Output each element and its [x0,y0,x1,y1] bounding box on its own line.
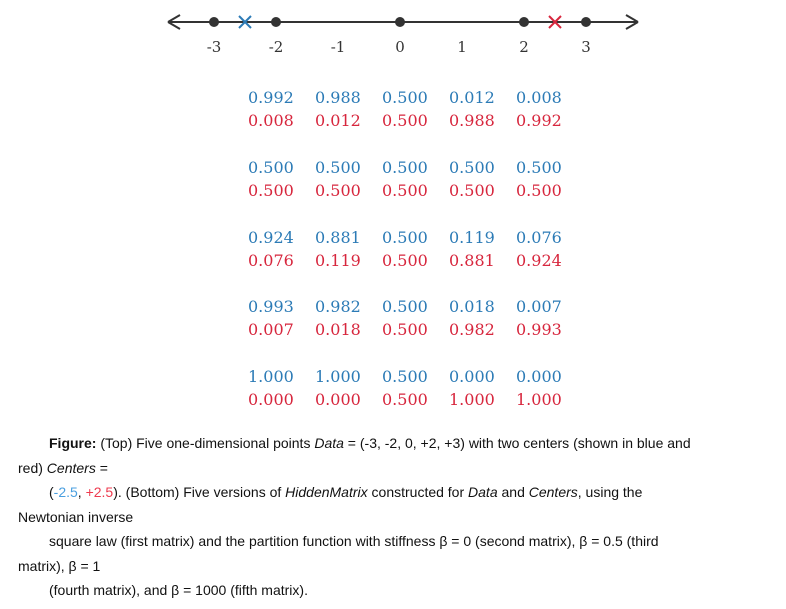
matrix-cell: 0.993 [248,297,294,316]
matrix-cell: 0.012 [315,111,361,130]
centers-term: Centers [528,484,578,500]
matrix-row-red [248,388,583,411]
matrix-row-blue [248,156,583,179]
matrix-cell: 0.000 [315,390,361,409]
matrix-cell: 0.000 [248,390,294,409]
matrix-cell: 0.000 [449,367,495,386]
data-point [271,17,281,27]
hidden-matrix [248,226,583,272]
matrix-cell: 0.500 [382,111,428,130]
matrix-cell: 0.924 [248,228,294,247]
matrix-cell: 0.500 [516,181,562,200]
matrix-cell: 0.119 [449,228,495,247]
matrix-cell: 0.018 [449,297,495,316]
matrix-cell: 0.500 [382,228,428,247]
matrix-cell: 0.000 [516,367,562,386]
matrix-cell: 1.000 [516,390,562,409]
number-line [0,0,786,60]
matrix-cell: 0.500 [315,158,361,177]
matrix-cell: 1.000 [449,390,495,409]
matrix-row-red [248,179,583,202]
matrix-cell: 0.012 [449,88,495,107]
matrix-cell: 0.500 [382,320,428,339]
matrix-cell: 0.924 [516,251,562,270]
tick-label: 3 [581,38,591,56]
figure-caption [18,431,778,603]
matrix-cell: 0.500 [248,158,294,177]
matrix-cell: 0.992 [248,88,294,107]
center-red-value: +2.5 [85,484,114,500]
tick-label: -2 [268,38,284,56]
caption-line-3: (-2.5, +2.5). (Bottom) Five versions of HiddenMatrix constructed for Data and Centers, using the [49,484,643,500]
matrix-cell: 0.500 [382,251,428,270]
tick-label: -3 [206,38,222,56]
matrix-cell: 0.500 [449,158,495,177]
matrix-cell: 0.982 [315,297,361,316]
matrix-cell: 0.992 [516,111,562,130]
matrix-cell: 1.000 [315,367,361,386]
caption-line-2: red) Centers = [18,459,108,476]
hidden-matrix [248,365,583,411]
matrix-cell: 0.500 [382,181,428,200]
hidden-matrix [248,86,583,132]
data-point [519,17,529,27]
matrix-row-blue [248,86,583,109]
caption-line-5: square law (first matrix) and the partition function with stiffness β = 0 (second matrix), β = 0.5 (third [49,533,659,549]
matrix-cell: 0.500 [382,390,428,409]
matrix-row-red [248,249,583,272]
tick-label: 1 [457,38,467,56]
caption-label: Figure: [49,435,97,451]
tick-label: 0 [395,38,405,56]
tick-label: 2 [519,38,529,56]
matrix-cell: 0.500 [382,367,428,386]
matrix-cell: 0.008 [248,111,294,130]
matrix-cell: 0.500 [449,181,495,200]
caption-line-7: (fourth matrix), and β = 1000 (fifth matrix). [49,582,308,598]
matrix-cell: 0.988 [449,111,495,130]
hidden-matrix-term: HiddenMatrix [285,484,368,500]
data-term: Data [468,484,498,500]
matrix-row-blue [248,226,583,249]
hidden-matrix [248,156,583,202]
caption-line-6: matrix), β = 1 [18,557,101,574]
matrix-cell: 0.500 [382,88,428,107]
matrix-cell: 0.500 [382,158,428,177]
data-point [395,17,405,27]
matrix-cell: 0.500 [382,297,428,316]
data-point [581,17,591,27]
matrix-cell: 0.007 [516,297,562,316]
matrix-cell: 0.500 [248,181,294,200]
matrix-row-blue [248,295,583,318]
hidden-matrix [248,295,583,341]
matrix-cell: 0.076 [516,228,562,247]
matrix-cell: 0.018 [315,320,361,339]
matrix-cell: 0.993 [516,320,562,339]
matrix-row-red [248,109,583,132]
matrix-cell: 0.988 [315,88,361,107]
matrix-cell: 0.881 [315,228,361,247]
caption-line-4: Newtonian inverse [18,508,134,525]
matrix-cell: 1.000 [248,367,294,386]
matrix-cell: 0.119 [315,251,361,270]
tick-label: -1 [330,38,346,56]
center-blue-value: -2.5 [53,484,78,500]
matrix-cell: 0.500 [516,158,562,177]
matrix-cell: 0.982 [449,320,495,339]
matrix-row-red [248,318,583,341]
matrix-row-blue [248,365,583,388]
matrix-cell: 0.881 [449,251,495,270]
matrix-cell: 0.007 [248,320,294,339]
data-term: Data [314,435,344,451]
centers-term: Centers [46,459,96,476]
caption-line-1: Figure: (Top) Five one-dimensional points Data = (-3, -2, 0, +2, +3) with two centers (shown in blue and [49,435,691,451]
matrix-cell: 0.500 [315,181,361,200]
matrix-cell: 0.076 [248,251,294,270]
matrix-cell: 0.008 [516,88,562,107]
data-point [209,17,219,27]
